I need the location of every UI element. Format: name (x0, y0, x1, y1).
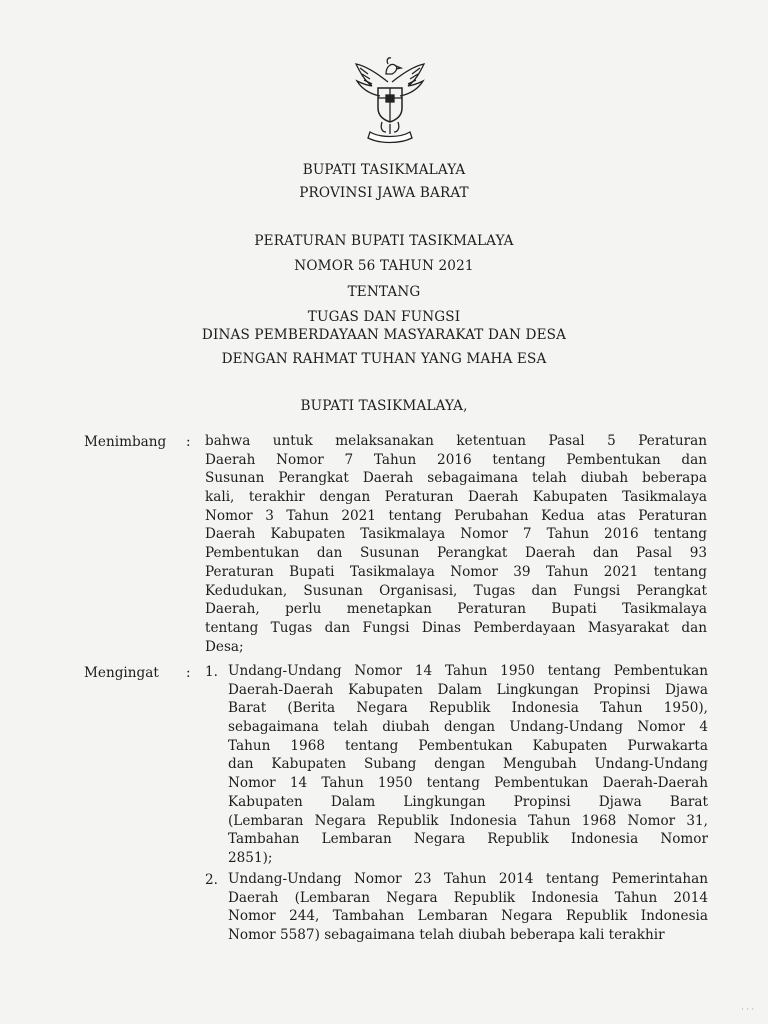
mengingat-item-1-number: 1. (205, 664, 218, 680)
menimbang-label: Menimbang (84, 434, 167, 450)
text-line: bahwa untuk melaksanakan ketentuan Pasal 5 Peraturan (205, 433, 707, 449)
text-line: Daerah (Lembaran Negara Republik Indonesia Tahun 2014 (228, 889, 708, 906)
text-line: Kabupaten Dalam Lingkungan Propinsi Djawa Barat (228, 793, 708, 810)
mengingat-item-2-number: 2. (205, 872, 218, 888)
mengingat-label: Mengingat (84, 665, 159, 681)
text-line: Pembentukan dan Susunan Perangkat Daerah dan Pasal 93 (205, 545, 707, 562)
text-line: Susunan Perangkat Daerah sebagaimana telah diubah beberapa (205, 470, 707, 487)
text-line: sebagaimana telah diubah dengan Undang-Undang Nomor 4 (228, 719, 708, 736)
text-line: Nomor 5587) sebagaimana telah diubah beberapa kali terakhir (228, 927, 665, 944)
invocation-line: DENGAN RAHMAT TUHAN YANG MAHA ESA (221, 351, 547, 367)
garuda-emblem-icon (352, 52, 428, 144)
regulation-title: PERATURAN BUPATI TASIKMALAYA (254, 233, 514, 249)
mengingat-item-2-text (228, 870, 708, 945)
regulation-subject-line1: TUGAS DAN FUNGSI (307, 309, 461, 325)
text-line: tentang Tugas dan Fungsi Dinas Pemberdayaan Masyarakat dan (205, 619, 707, 636)
text-line: Desa; (205, 638, 244, 655)
scan-corner-mark: · · · (741, 1005, 754, 1014)
regulation-number: NOMOR 56 TAHUN 2021 (294, 258, 474, 274)
issuer-heading: BUPATI TASIKMALAYA, (300, 398, 468, 414)
issuer-title: BUPATI TASIKMALAYA (302, 162, 466, 178)
text-line: Nomor 244, Tambahan Lembaran Negara Republik Indonesia (228, 908, 708, 925)
text-line: dan Kabupaten Subang dengan Mengubah Undang-Undang (228, 756, 708, 773)
mengingat-item-1-text (228, 662, 708, 868)
text-line: Tahun 1968 tentang Pembentukan Kabupaten Purwakarta (228, 737, 708, 754)
text-line: Peraturan Bupati Tasikmalaya Nomor 39 Tahun 2021 tentang (205, 563, 707, 580)
text-line: Daerah Nomor 7 Tahun 2016 tentang Pembentukan dan (205, 451, 707, 468)
text-line: (Lembaran Negara Republik Indonesia Tahun 1968 Nomor 31, (228, 812, 708, 829)
menimbang-text (205, 432, 707, 656)
text-line: Tambahan Lembaran Negara Republik Indonesia Nomor (228, 831, 708, 848)
text-line: Undang-Undang Nomor 14 Tahun 1950 tentang Pembentukan (228, 663, 708, 679)
menimbang-colon: : (186, 434, 191, 450)
text-line: Daerah, perlu menetapkan Peraturan Bupati Tasikmalaya (205, 601, 707, 618)
text-line: Undang-Undang Nomor 23 Tahun 2014 tentang Pemerintahan (228, 871, 708, 887)
text-line: 2851); (228, 849, 273, 866)
text-line: Barat (Berita Negara Republik Indonesia Tahun 1950), (228, 700, 708, 717)
text-line: Daerah-Daerah Kabupaten Dalam Lingkungan Propinsi Djawa (228, 681, 708, 698)
text-line: Kedudukan, Susunan Organisasi, Tugas dan Fungsi Perangkat (205, 582, 707, 599)
regulation-about-label: TENTANG (347, 284, 421, 300)
text-line: Nomor 14 Tahun 1950 tentang Pembentukan Daerah-Daerah (228, 775, 708, 792)
text-line: Daerah Kabupaten Tasikmalaya Nomor 7 Tahun 2016 tentang (205, 526, 707, 543)
province-title: PROVINSI JAWA BARAT (299, 185, 469, 201)
text-line: kali, terakhir dengan Peraturan Daerah Kabupaten Tasikmalaya (205, 489, 707, 506)
regulation-subject-line2: DINAS PEMBERDAYAAN MASYARAKAT DAN DESA (201, 327, 567, 343)
mengingat-colon: : (186, 665, 191, 681)
text-line: Nomor 3 Tahun 2021 tentang Perubahan Kedua atas Peraturan (205, 507, 707, 524)
